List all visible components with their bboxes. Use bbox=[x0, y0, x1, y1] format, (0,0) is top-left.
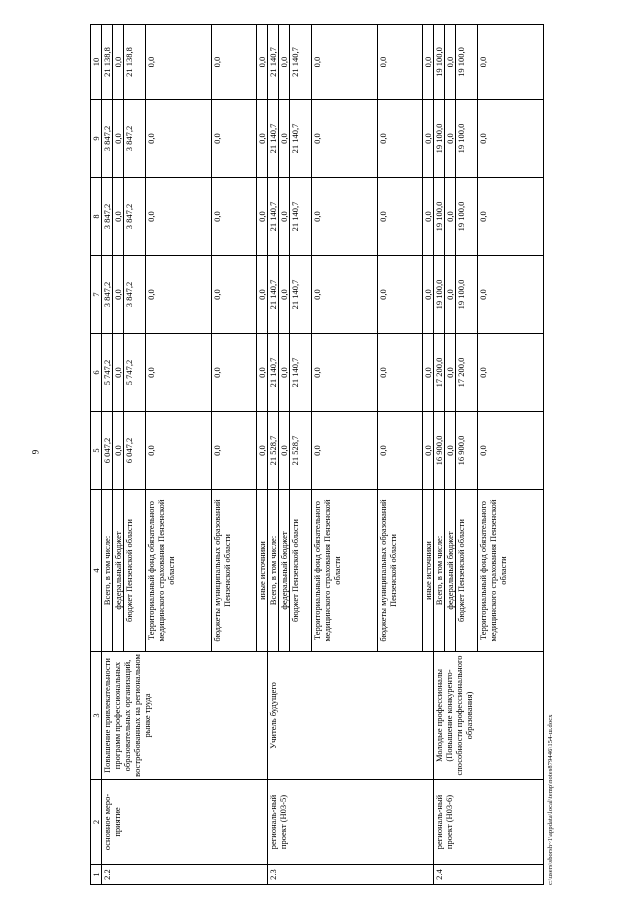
amount-cell: 21 140,7 bbox=[290, 334, 312, 412]
amount-cell: 21 140,7 bbox=[268, 256, 279, 334]
amount-cell: 0,0 bbox=[212, 412, 257, 490]
amount-cell: 19 100,0 bbox=[434, 100, 445, 178]
amount-cell: 0,0 bbox=[445, 100, 456, 178]
amount-cell: 0,0 bbox=[146, 178, 212, 256]
amount-cell: 19 100,0 bbox=[434, 178, 445, 256]
page-number: 6 bbox=[30, 449, 40, 455]
amount-cell: 0,0 bbox=[378, 178, 423, 256]
amount-cell: 19 100,0 bbox=[456, 256, 478, 334]
amount-cell: 0,0 bbox=[212, 25, 257, 100]
amount-cell: 0,0 bbox=[445, 412, 456, 490]
header-cell: 2 bbox=[91, 780, 102, 865]
funding-source: бюджет Пензенской области bbox=[290, 490, 312, 652]
amount-cell: 0,0 bbox=[378, 256, 423, 334]
amount-cell: 19 100,0 bbox=[456, 25, 478, 100]
amount-cell: 0,0 bbox=[478, 100, 544, 178]
amount-cell: 21 140,7 bbox=[268, 25, 279, 100]
amount-cell: 0,0 bbox=[212, 178, 257, 256]
amount-cell: 0,0 bbox=[146, 25, 212, 100]
funding-source: федеральный бюджет bbox=[113, 490, 124, 652]
table-row bbox=[268, 25, 279, 885]
amount-cell: 0,0 bbox=[212, 256, 257, 334]
amount-cell: 16 900,0 bbox=[434, 412, 445, 490]
measure-name: Повышение привлекательности программ профессиональных образовательных организаций, востребованных на региональном рынке труда bbox=[102, 652, 268, 780]
amount-cell: 0,0 bbox=[113, 178, 124, 256]
header-cell: 4 bbox=[91, 490, 102, 652]
row-number: 2.4 bbox=[434, 865, 544, 885]
amount-cell: 17 200,0 bbox=[434, 334, 445, 412]
amount-cell: 19 100,0 bbox=[434, 256, 445, 334]
amount-cell: 0,0 bbox=[478, 256, 544, 334]
amount-cell: 21 140,7 bbox=[290, 100, 312, 178]
amount-cell: 0,0 bbox=[113, 412, 124, 490]
amount-cell: 0,0 bbox=[113, 334, 124, 412]
amount-cell: 3 847,2 bbox=[102, 100, 113, 178]
amount-cell: 6 047,2 bbox=[124, 412, 146, 490]
amount-cell: 0,0 bbox=[378, 412, 423, 490]
amount-cell: 0,0 bbox=[257, 256, 268, 334]
amount-cell: 0,0 bbox=[423, 334, 434, 412]
measure-type: региональ-ный проект (Н03-6) bbox=[434, 780, 544, 865]
rotated-page bbox=[90, 25, 585, 885]
amount-cell: 0,0 bbox=[257, 412, 268, 490]
header-row bbox=[91, 25, 102, 885]
amount-cell: 0,0 bbox=[312, 25, 378, 100]
amount-cell: 21 140,7 bbox=[268, 178, 279, 256]
amount-cell: 0,0 bbox=[478, 178, 544, 256]
amount-cell: 21 528,7 bbox=[290, 412, 312, 490]
amount-cell: 0,0 bbox=[312, 178, 378, 256]
amount-cell: 0,0 bbox=[212, 100, 257, 178]
header-cell: 1 bbox=[91, 865, 102, 885]
amount-cell: 0,0 bbox=[279, 412, 290, 490]
amount-cell: 0,0 bbox=[146, 256, 212, 334]
funding-source: Территориальный фонд обязательного медицинского страхования Пензенской области bbox=[312, 490, 378, 652]
funding-source: бюджет Пензенской области bbox=[124, 490, 146, 652]
amount-cell: 0,0 bbox=[312, 256, 378, 334]
amount-cell: 5 747,2 bbox=[102, 334, 113, 412]
budget-table bbox=[90, 24, 544, 885]
row-number: 2.2 bbox=[102, 865, 268, 885]
amount-cell: 0,0 bbox=[445, 25, 456, 100]
funding-source: иные источники bbox=[423, 490, 434, 652]
amount-cell: 3 847,2 bbox=[102, 178, 113, 256]
file-path: c:\users\sborsh~1\appdata\local\temp\notes879446\154-ш.docx bbox=[547, 714, 554, 885]
amount-cell: 0,0 bbox=[423, 178, 434, 256]
amount-cell: 3 847,2 bbox=[124, 256, 146, 334]
measure-type: основное меро-приятие bbox=[102, 780, 268, 865]
amount-cell: 19 100,0 bbox=[434, 25, 445, 100]
amount-cell: 19 100,0 bbox=[456, 178, 478, 256]
amount-cell: 21 528,7 bbox=[268, 412, 279, 490]
header-cell: 6 bbox=[91, 334, 102, 412]
amount-cell: 0,0 bbox=[423, 412, 434, 490]
amount-cell: 0,0 bbox=[312, 334, 378, 412]
header-cell: 5 bbox=[91, 412, 102, 490]
amount-cell: 0,0 bbox=[423, 25, 434, 100]
amount-cell: 0,0 bbox=[279, 100, 290, 178]
amount-cell: 0,0 bbox=[445, 256, 456, 334]
funding-source: федеральный бюджет bbox=[445, 490, 456, 652]
amount-cell: 21 138,8 bbox=[124, 25, 146, 100]
header-cell: 10 bbox=[91, 25, 102, 100]
funding-source: Территориальный фонд обязательного медицинского страхования Пензенской области bbox=[478, 490, 544, 652]
amount-cell: 21 140,7 bbox=[268, 100, 279, 178]
amount-cell: 0,0 bbox=[146, 100, 212, 178]
amount-cell: 21 140,7 bbox=[290, 25, 312, 100]
header-cell: 8 bbox=[91, 178, 102, 256]
measure-name: Молодые профессионалы (Повышение конкуренто-способности профессионального образования) bbox=[434, 652, 544, 780]
amount-cell: 3 847,2 bbox=[124, 100, 146, 178]
amount-cell: 0,0 bbox=[146, 334, 212, 412]
amount-cell: 17 200,0 bbox=[456, 334, 478, 412]
amount-cell: 0,0 bbox=[445, 334, 456, 412]
funding-source: бюджеты муниципальных образований Пензенской области bbox=[212, 490, 257, 652]
funding-source: Всего, в том числе: bbox=[268, 490, 279, 652]
amount-cell: 0,0 bbox=[378, 334, 423, 412]
amount-cell: 0,0 bbox=[279, 334, 290, 412]
amount-cell: 16 900,0 bbox=[456, 412, 478, 490]
measure-type: региональ-ный проект (Н03-5) bbox=[268, 780, 434, 865]
funding-source: бюджеты муниципальных образований Пензенской области bbox=[378, 490, 423, 652]
amount-cell: 0,0 bbox=[378, 100, 423, 178]
row-number: 2.3 bbox=[268, 865, 434, 885]
amount-cell: 0,0 bbox=[279, 178, 290, 256]
amount-cell: 19 100,0 bbox=[456, 100, 478, 178]
amount-cell: 0,0 bbox=[212, 334, 257, 412]
amount-cell: 0,0 bbox=[478, 412, 544, 490]
funding-source: Территориальный фонд обязательного медицинского страхования Пензенской области bbox=[146, 490, 212, 652]
amount-cell: 0,0 bbox=[279, 256, 290, 334]
amount-cell: 0,0 bbox=[257, 100, 268, 178]
funding-source: Всего, в том числе: bbox=[102, 490, 113, 652]
amount-cell: 0,0 bbox=[423, 256, 434, 334]
amount-cell: 0,0 bbox=[312, 412, 378, 490]
amount-cell: 0,0 bbox=[146, 412, 212, 490]
amount-cell: 0,0 bbox=[478, 25, 544, 100]
amount-cell: 0,0 bbox=[279, 25, 290, 100]
table-row bbox=[434, 25, 445, 885]
amount-cell: 21 138,8 bbox=[102, 25, 113, 100]
amount-cell: 21 140,7 bbox=[268, 334, 279, 412]
amount-cell: 3 847,2 bbox=[124, 178, 146, 256]
amount-cell: 21 140,7 bbox=[290, 256, 312, 334]
amount-cell: 0,0 bbox=[423, 100, 434, 178]
header-cell: 3 bbox=[91, 652, 102, 780]
amount-cell: 0,0 bbox=[378, 25, 423, 100]
table-row bbox=[102, 25, 113, 885]
funding-source: Всего, в том числе: bbox=[434, 490, 445, 652]
header-cell: 9 bbox=[91, 100, 102, 178]
amount-cell: 0,0 bbox=[113, 100, 124, 178]
amount-cell: 0,0 bbox=[113, 25, 124, 100]
amount-cell: 0,0 bbox=[257, 178, 268, 256]
amount-cell: 0,0 bbox=[257, 25, 268, 100]
amount-cell: 0,0 bbox=[312, 100, 378, 178]
amount-cell: 21 140,7 bbox=[290, 178, 312, 256]
amount-cell: 5 747,2 bbox=[124, 334, 146, 412]
funding-source: федеральный бюджет bbox=[279, 490, 290, 652]
amount-cell: 6 047,2 bbox=[102, 412, 113, 490]
measure-name: Учитель будущего bbox=[268, 652, 434, 780]
amount-cell: 0,0 bbox=[445, 178, 456, 256]
header-cell: 7 bbox=[91, 256, 102, 334]
funding-source: иные источники bbox=[257, 490, 268, 652]
amount-cell: 0,0 bbox=[478, 334, 544, 412]
funding-source: бюджет Пензенской области bbox=[456, 490, 478, 652]
amount-cell: 0,0 bbox=[113, 256, 124, 334]
amount-cell: 3 847,2 bbox=[102, 256, 113, 334]
amount-cell: 0,0 bbox=[257, 334, 268, 412]
